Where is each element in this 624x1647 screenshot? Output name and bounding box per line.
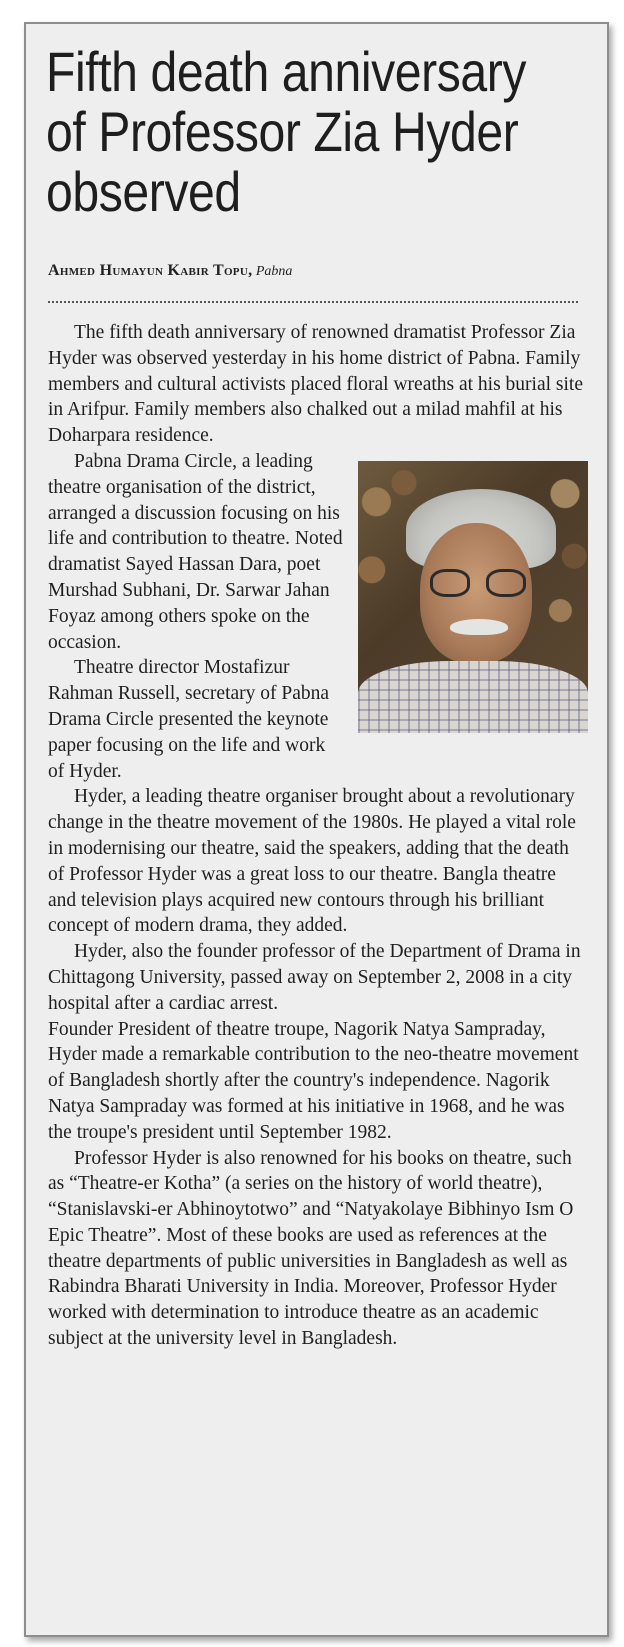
news-clipping bbox=[24, 22, 609, 1637]
paragraph-2-text: Pabna Drama Circle, a leading theatre organisation of the district, arranged a discussion focusing on his life and contribution to theatre. Noted dramatist Sayed Hassan Dara, poet Murshad Subhani, Dr. Sarwar Jahan Foyaz among others spoke on the occasion. bbox=[48, 450, 343, 653]
author-name: Ahmed Humayun Kabir Topu, bbox=[48, 262, 253, 279]
dateline-location: Pabna bbox=[255, 264, 293, 279]
paragraph-5: Hyder, also the founder professor of the Department of Drama in Chittagong University, passed away on September 2, 2008 in a city hospital after a cardiac arrest. bbox=[48, 941, 581, 1014]
paragraph-7: Professor Hyder is also renowned for his books on theatre, such as “Theatre-er Kotha” (a series on the history of world theatre), “Stanislavski-er Abhinoytotwo” and “Natyakolaye Bibhinyo Ism O Epic Theatre”. Most of these books are used as references at the theatre departments of public universities in Bangladesh as well as Rabindra Bharati University in India. Moreover, Professor Hyder worked with determination to introduce theatre as an academic subject at the university level in Bangladesh. bbox=[48, 1147, 574, 1350]
photo-moustache bbox=[450, 619, 508, 635]
paragraph-2 bbox=[48, 449, 588, 655]
headline: Fifth death anniversary of Professor Zia Hyder observed bbox=[46, 40, 526, 223]
article-body bbox=[48, 320, 588, 1352]
photo-shirt bbox=[358, 661, 588, 733]
portrait-photo bbox=[358, 461, 588, 733]
photo-glasses bbox=[430, 569, 526, 599]
paragraph-4: Hyder, a leading theatre organiser brought about a revolutionary change in the theatre movement of the 1980s. He played a vital role in modernising our theatre, said the speakers, adding that the death of Professor Hyder was a great loss to our theatre. Bangla theatre and television plays acquired new contours through his brilliant concept of modern drama, they added. bbox=[48, 786, 576, 937]
paragraph-3: Theatre director Mostafizur Rahman Russell, secretary of Pabna Drama Circle presented the keynote paper focusing on the life and work of Hyder. bbox=[48, 657, 330, 782]
paragraph-6: Founder President of theatre troupe, Nagorik Natya Sampraday, Hyder made a remarkable contribution to the neo-theatre movement of Bangladesh shortly after the country's independence. Nagorik Natya Sampraday was formed at his initiative in 1968, and he was the troupe's president until September 1982. bbox=[48, 1018, 579, 1143]
dotted-divider bbox=[48, 301, 578, 303]
byline bbox=[48, 262, 292, 280]
paragraph-1: The fifth death anniversary of renowned dramatist Professor Zia Hyder was observed yesterday in his home district of Pabna. Family members and cultural activists placed floral wreaths at his burial site in Arifpur. Family members also chalked out a milad mahfil at his Doharpara residence. bbox=[48, 322, 583, 447]
